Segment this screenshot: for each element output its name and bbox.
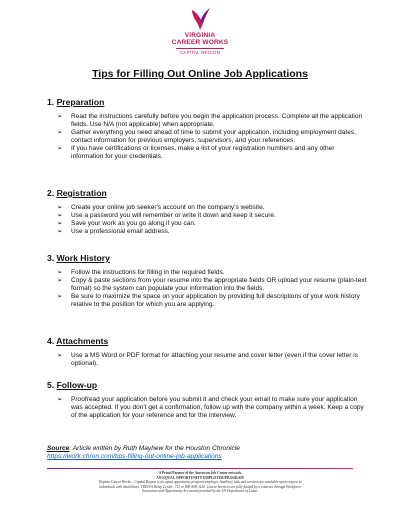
- list-item: ➢ Use a password you will remember or write it down and keep it secure.: [57, 212, 276, 219]
- arrow-bullet-icon: ➢: [57, 277, 63, 284]
- section-title: Follow-up: [56, 380, 98, 390]
- list-item: ➢ Save your work as you go along if you can.: [57, 220, 196, 227]
- list-item: ➢ If you have certifications or licenses, make a list of your registration numbers and any other information for your credentials.: [57, 145, 335, 160]
- section-title: Preparation: [56, 97, 105, 107]
- arrow-bullet-icon: ➢: [57, 220, 63, 227]
- arrow-bullet-icon: ➢: [57, 228, 63, 235]
- source-citation: [47, 445, 367, 461]
- section-attachments: [47, 336, 367, 368]
- footer-line: Innovation and Opportunity Act award provided by the US Department of Labor.: [141, 489, 259, 494]
- source-link[interactable]: https://work.chron.com/tips-filling-out-online-job-applications: [47, 453, 222, 460]
- list-item: ➢ Follow the instructions for filling in the required fields.: [57, 269, 225, 276]
- list-item: ➢ Proofread your application before you submit it and check your email to make sure your application was accepted. If you don't get a confirmation, follow up with the company within a week. Keep a copy of the application for your reference and for the interview.: [57, 396, 364, 419]
- section-heading: [47, 188, 367, 198]
- footer: [47, 471, 353, 494]
- footer-line: AN EQUAL OPPORTUNITY EMPLOYER/PROGRAM: [156, 475, 244, 480]
- section-title: Work History: [56, 253, 110, 263]
- arrow-bullet-icon: ➢: [57, 352, 63, 359]
- list-item: ➢ Use a MS Word or PDF format for attaching your resume and cover letter (even if the cover letter is optional).: [57, 352, 358, 367]
- list-item: ➢ Copy & paste sections from your resume into the appropriate fields OR upload your resume (plain-text format) so the system can populate your information into the fields.: [57, 277, 367, 292]
- list-item: ➢ Read the instructions carefully before you begin the application process. Complete all the application fields. Use N/A (not applicable) when appropriate.: [57, 113, 363, 128]
- section-number: 1.: [47, 97, 55, 107]
- arrow-bullet-icon: ➢: [57, 145, 63, 152]
- section-heading: [47, 97, 367, 107]
- footer-line: Virginia Career Works – Capital Region is an equal opportunity program/employer. Auxiliary aids and services are available upon request to: [98, 480, 302, 485]
- arrow-bullet-icon: ➢: [57, 396, 63, 403]
- page-title: Tips for Filling Out Online Job Applications: [92, 68, 308, 80]
- section-number: 3.: [47, 253, 55, 263]
- logo-text-virginia: VIRGINIA: [184, 32, 216, 39]
- section-heading: [47, 253, 367, 263]
- arrow-bullet-icon: ➢: [57, 204, 63, 211]
- source-label: Source: [47, 445, 70, 452]
- section-preparation: [47, 97, 367, 161]
- section-follow-up: [47, 380, 367, 420]
- arrow-bullet-icon: ➢: [57, 113, 63, 120]
- section-heading: [47, 380, 367, 390]
- section-heading: [47, 336, 367, 346]
- list-item: ➢ Create your online job seeker's account on the company's website.: [57, 204, 265, 211]
- section-number: 4.: [47, 336, 55, 346]
- section-registration: [47, 188, 367, 236]
- logo-divider: [176, 48, 224, 49]
- section-title: Attachments: [56, 336, 109, 346]
- logo-text-career-works: CAREER WORKS: [171, 39, 229, 46]
- list-item: ➢ Be sure to maximize the space on your application by providing full descriptions of your work history relative to the position for which you are applying.: [57, 293, 360, 308]
- section-number: 2.: [47, 188, 55, 198]
- arrow-bullet-icon: ➢: [57, 269, 63, 276]
- arrow-bullet-icon: ➢: [57, 129, 63, 136]
- list-item: ➢ Use a professional email address.: [57, 228, 170, 235]
- footer-line: A Proud Partner of the American Job Center network: [158, 471, 242, 475]
- arrow-bullet-icon: ➢: [57, 212, 63, 219]
- logo-text-capital-region: CAPITAL REGION: [179, 50, 221, 55]
- section-number: 5.: [47, 380, 55, 390]
- footer-line: individuals with disabilities. TDD/VA Relay Center: 711 or 800-828-1120. Career Services are fully funded by a contract through Workforce: [99, 484, 301, 489]
- logo: [0, 6, 400, 64]
- bird-icon: [190, 6, 212, 32]
- list-item: ➢ Gather everything you need ahead of time to submit your application, including employment dates, contact information for previous employers, supervisors, and your references.: [57, 129, 356, 144]
- arrow-bullet-icon: ➢: [57, 293, 63, 300]
- footer-divider: [47, 468, 353, 469]
- section-work-history: [47, 253, 367, 309]
- source-text: : Article written by Ruth Mayhew for the Houston Chronicle: [69, 445, 240, 452]
- section-title: Registration: [56, 188, 107, 198]
